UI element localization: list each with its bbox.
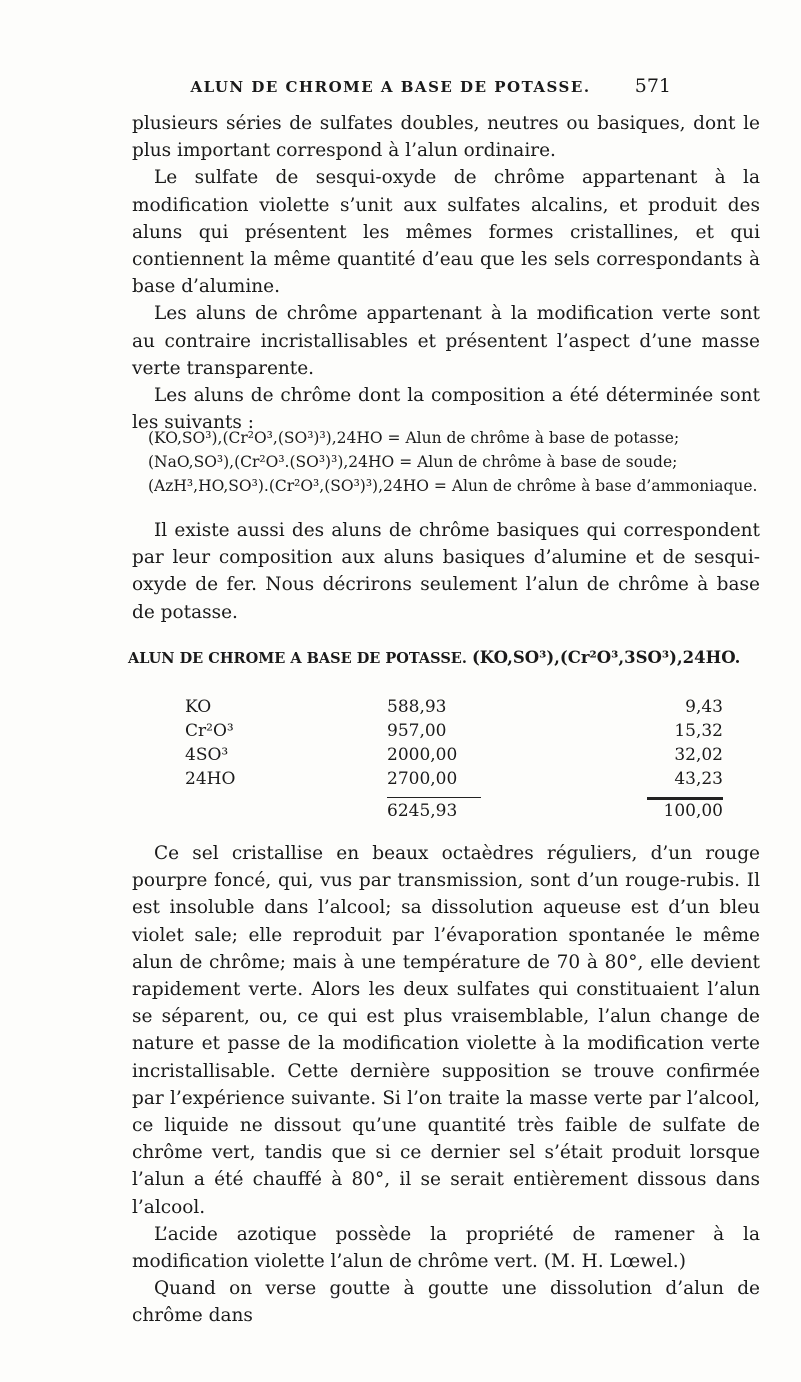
row-label: 4SO³ bbox=[185, 745, 229, 765]
formula: (AzH³,HO,SO³).(Cr²O³,(SO³)³),24HO bbox=[148, 477, 429, 495]
formula: (KO,SO³),(Cr²O³,(SO³)³),24HO bbox=[148, 429, 383, 447]
row-label: Cr²O³ bbox=[185, 721, 234, 741]
total-value: 6245,93 bbox=[387, 801, 458, 821]
row-percent: 32,02 bbox=[674, 745, 723, 765]
paragraph: Les aluns de chrôme dont la composition a été déterminée sont les suivants : bbox=[132, 385, 760, 434]
row-value: 2000,00 bbox=[387, 745, 458, 765]
paragraph: Les aluns de chrôme appartenant à la modification verte sont au contraire incristallisables et présentent l’aspect d’une masse verte transparente. bbox=[132, 303, 760, 379]
formula: (NaO,SO³),(Cr²O³.(SO³)³),24HO bbox=[148, 453, 395, 471]
row-percent: 43,23 bbox=[674, 769, 723, 789]
paragraph: Quand on verse goutte à goutte une dissolution d’alun de chrôme dans bbox=[132, 1278, 760, 1327]
formula-line bbox=[148, 426, 768, 450]
table-totals bbox=[185, 793, 745, 823]
table-row bbox=[185, 745, 745, 769]
text-block-bottom bbox=[132, 840, 760, 1330]
total-percent: 100,00 bbox=[663, 801, 723, 821]
row-value: 588,93 bbox=[387, 697, 447, 717]
row-label: KO bbox=[185, 697, 212, 717]
composition-table bbox=[185, 697, 745, 823]
formula-list bbox=[148, 426, 768, 498]
section-title: ALUN DE CHROME A BASE DE POTASSE. bbox=[128, 650, 467, 667]
paragraph: Il existe aussi des aluns de chrôme basiques qui correspondent par leur composition aux aluns basiques d’alumine et de sesqui-oxyde de fer. Nous décrirons seulement l’alun de chrôme à base de potasse. bbox=[132, 520, 760, 623]
running-title: ALUN DE CHROME A BASE DE POTASSE. bbox=[190, 78, 591, 96]
table-row bbox=[185, 721, 745, 745]
page-number: 571 bbox=[634, 75, 671, 97]
paragraph: plusieurs séries de sulfates doubles, neutres ou basiques, dont le plus important correspond à l’alun ordinaire. bbox=[132, 113, 760, 162]
row-value: 2700,00 bbox=[387, 769, 458, 789]
total-rule bbox=[387, 797, 481, 798]
row-value: 957,00 bbox=[387, 721, 447, 741]
formula-name: = Alun de chrôme à base de potasse; bbox=[387, 429, 680, 447]
row-percent: 15,32 bbox=[674, 721, 723, 741]
formula-line bbox=[148, 450, 768, 474]
row-label: 24HO bbox=[185, 769, 236, 789]
section-formula: (KO,SO³),(Cr²O³,3SO³),24HO. bbox=[471, 648, 741, 667]
total-rule bbox=[647, 797, 723, 800]
table-row bbox=[185, 697, 745, 721]
table-row bbox=[185, 769, 745, 793]
paragraph: Ce sel cristallise en beaux octaèdres réguliers, d’un rouge pourpre foncé, qui, vus par transmission, sont d’un rouge-rubis. Il est insoluble dans l’alcool; sa dissolution aqueuse est d’un bleu violet sale; elle reproduit par l’évaporation spontanée le même alun de chrôme; mais à une température de 70 à 80°, elle devient rapidement verte. Alors les deux sulfates qui constituaient l’alun se séparent, ou, ce qui est plus vraisemblable, l’alun change de nature et passe de la modification violette à la modification verte incristallisable. Cette dernière supposition se trouve confirmée par l’expérience suivante. Si l’on traite la masse verte par l’alcool, ce liquide ne dissout qu’une quantité très faible de sulfate de chrôme vert, tandis que si ce dernier sel s’était produit lorsque l’alun a été chauffé à 80°, il se serait entièrement dissous dans l’alcool. bbox=[132, 843, 760, 1218]
formula-name: = Alun de chrôme à base d’ammoniaque. bbox=[433, 477, 758, 495]
running-header bbox=[120, 75, 671, 102]
text-block-top bbox=[132, 110, 760, 436]
formula-name: = Alun de chrôme à base de soude; bbox=[399, 453, 678, 471]
paragraph: L’acide azotique possède la propriété de ramener à la modification violette l’alun de chrôme vert. (M. H. Lœwel.) bbox=[132, 1223, 760, 1273]
paragraph: Le sulfate de sesqui-oxyde de chrôme appartenant à la modification violette s’unit aux sulfates alcalins, et produit des aluns qui présentent les mêmes formes cristallines, et qui contiennent la même quantité d’eau que les sels correspondants à base d’alumine. bbox=[132, 167, 760, 298]
row-percent: 9,43 bbox=[685, 697, 723, 717]
formula-line bbox=[148, 474, 768, 498]
text-block-mid bbox=[132, 517, 760, 626]
section-heading bbox=[128, 648, 778, 667]
